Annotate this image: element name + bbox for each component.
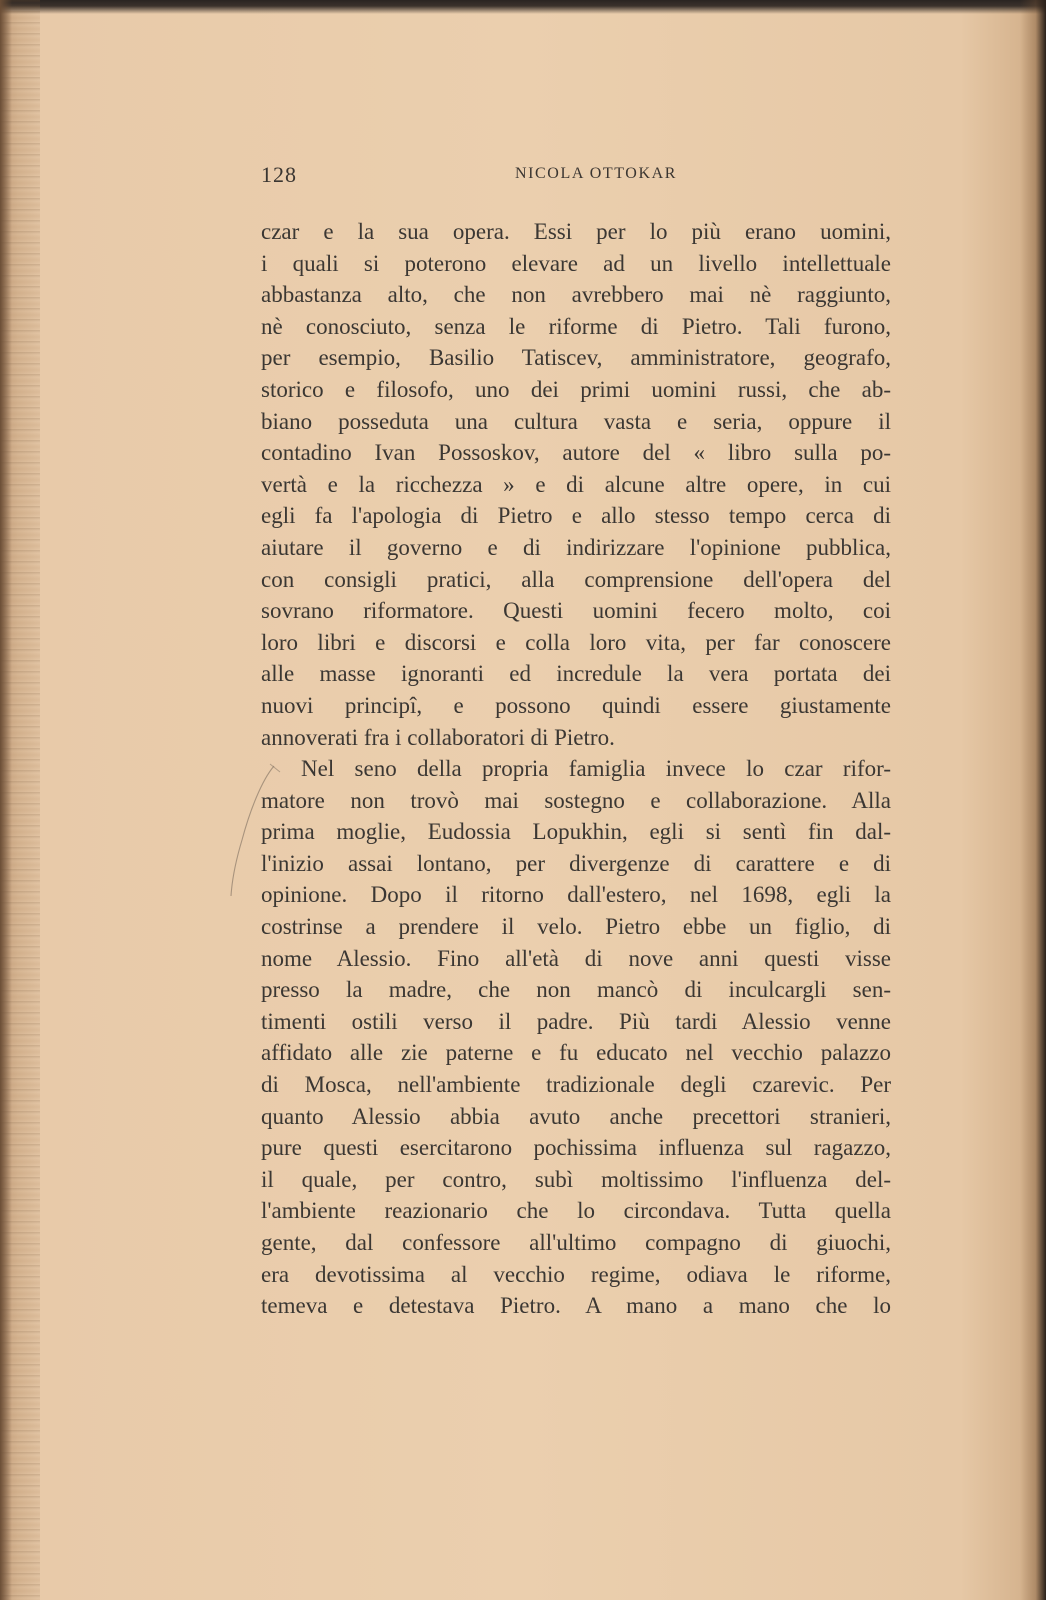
text-line: matore non trovò mai sostegno e collaborazione. Alla	[261, 787, 891, 813]
text-line: era devotissima al vecchio regime, odiava le riforme,	[261, 1261, 891, 1287]
text-line: presso la madre, che non mancò di inculcargli sen-	[261, 977, 891, 1003]
text-line: czar e la sua opera. Essi per lo più erano uomini,	[261, 219, 891, 244]
text-line: di Mosca, nell'ambiente tradizionale degli czarevic. Per	[261, 1072, 891, 1098]
text-line: gente, dal confessore all'ultimo compagno di giuochi,	[261, 1230, 891, 1255]
text-line: nuovi principî, e possono quindi essere giustamente	[261, 692, 891, 718]
page-top-shadow	[0, 0, 1046, 14]
body-text	[261, 216, 891, 1322]
page-header	[261, 162, 891, 192]
text-line: biano posseduta una cultura vasta e seria, oppure il	[261, 408, 891, 434]
text-line: con consigli pratici, alla comprensione dell'opera del	[261, 566, 891, 592]
text-line: vertà e la ricchezza » e di alcune altre opere, in cui	[261, 471, 891, 497]
text-line: nè conosciuto, senza le riforme di Pietro. Tali furono,	[261, 313, 891, 339]
text-line: loro libri e discorsi e colla loro vita, per far conoscere	[261, 629, 891, 655]
text-line: storico e filosofo, uno dei primi uomini russi, che ab-	[261, 376, 891, 402]
text-line: i quali si poterono elevare ad un livello intellettuale	[261, 250, 891, 276]
text-line: egli fa l'apologia di Pietro e allo stesso tempo cerca di	[261, 503, 891, 529]
text-line: affidato alle zie paterne e fu educato nel vecchio palazzo	[261, 1040, 891, 1066]
text-line: timenti ostili verso il padre. Più tardi Alessio venne	[261, 1008, 891, 1034]
text-line: annoverati fra i collaboratori di Pietro.	[261, 724, 615, 750]
text-line: abbastanza alto, che non avrebbero mai nè raggiunto,	[261, 282, 891, 308]
text-line: alle masse ignoranti ed incredule la vera portata dei	[261, 661, 891, 687]
text-line: temeva e detestava Pietro. A mano a mano che lo	[261, 1293, 891, 1319]
text-line: l'inizio assai lontano, per divergenze di carattere e di	[261, 850, 891, 876]
text-line: il quale, per contro, subì moltissimo l'influenza del-	[261, 1166, 891, 1192]
text-line: contadino Ivan Possoskov, autore del « libro sulla po-	[261, 440, 891, 466]
text-line: sovrano riformatore. Questi uomini fecero molto, coi	[261, 598, 891, 624]
paragraph-1	[261, 216, 891, 753]
text-line: nome Alessio. Fino all'età di nove anni questi visse	[261, 945, 891, 971]
text-line: Nel seno della propria famiglia invece lo czar rifor-	[301, 756, 891, 782]
paragraph-2	[261, 753, 891, 1322]
running-head: NICOLA OTTOKAR	[514, 165, 678, 182]
page-right-edge	[1020, 0, 1046, 1600]
text-line: pure questi esercitarono pochissima influenza sul ragazzo,	[261, 1135, 891, 1161]
text-line: prima moglie, Eudossia Lopukhin, egli si sentì fin dal-	[261, 819, 891, 845]
text-line: quanto Alessio abbia avuto anche precettori stranieri,	[261, 1103, 891, 1129]
text-line: costrinse a prendere il velo. Pietro ebbe un figlio, di	[261, 914, 891, 940]
text-line: per esempio, Basilio Tatiscev, amministratore, geografo,	[261, 345, 891, 371]
page-number: 128	[261, 162, 297, 187]
text-line: l'ambiente reazionario che lo circondava. Tutta quella	[261, 1198, 891, 1224]
binding-shadow	[0, 0, 12, 1600]
text-line: aiutare il governo e di indirizzare l'opinione pubblica,	[261, 534, 891, 560]
text-line: opinione. Dopo il ritorno dall'estero, nel 1698, egli la	[261, 882, 891, 908]
